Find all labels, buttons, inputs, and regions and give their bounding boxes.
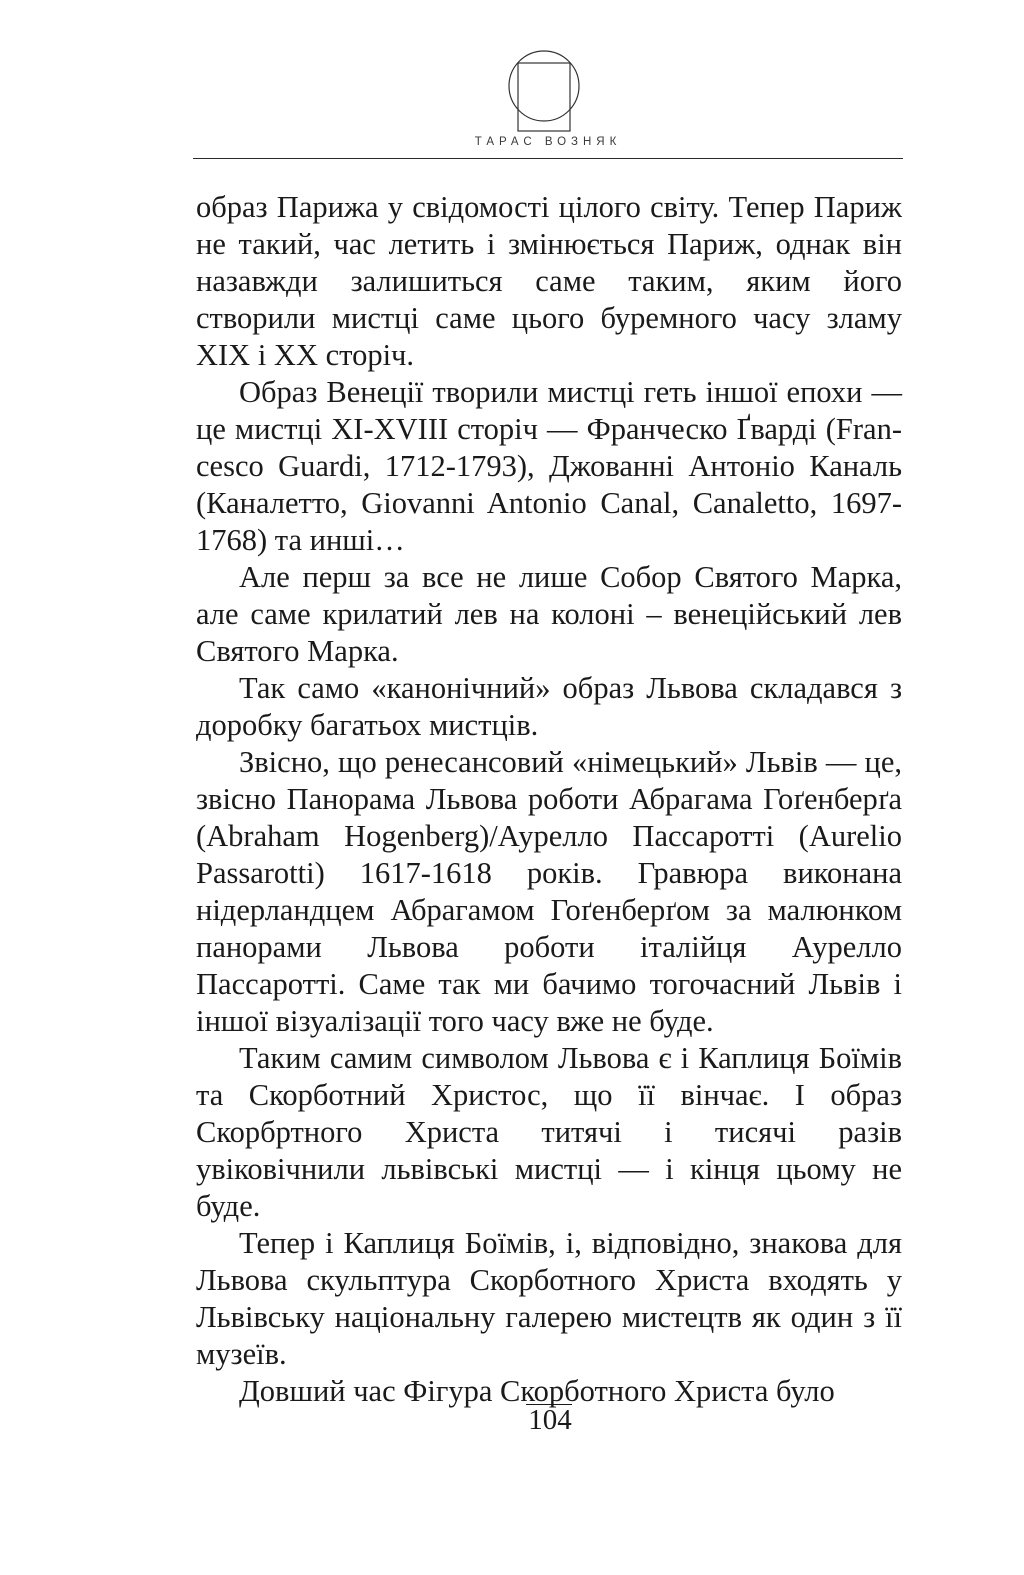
paragraph-boim-chapel: Таким самим символом Львова є і Каплиця Боїмів та Скорботний Христос, що її вінчає. І образ Скорбртного Христа титячі і тисячі разів увіковічнили львівські мистці — і кінця цьому не буде. xyxy=(196,1041,902,1223)
paragraph-gallery: Тепер і Каплиця Боїмів, і, відповідно, знакова для Львова скульптура Скорботного Христа входять у Львівську національну галерею мистецтв як один з її музеїв. xyxy=(196,1226,902,1371)
paragraph-continued: образ Парижа у свідомості цілого світу. Тепер Париж не такий, час летить і змінюється Париж, однак він назавжди залишиться саме таким, яким його створили мистці саме цього буремного часу зламу XIX і XX сторіч. xyxy=(196,190,902,372)
paragraph-lviv-image: Так само «канонічний» образ Львова складався з доробку багатьох мистців. xyxy=(196,671,902,742)
circle-square-emblem-icon xyxy=(506,44,582,132)
paragraph-venice: Образ Венеції творили мистці геть іншої епохи — це мистці XI-XVIII сторіч — Франческо Ґварді (Francesco Guardi, 1712-1793), Джованні Антоніо Каналь (Каналетто, Giovanni Antonio Canal, Canaletto, 1697-1768) та инші… xyxy=(196,375,902,557)
paragraph-saint-mark: Але перш за все не лише Собор Святого Марка, але саме крилатий лев на колоні – венеційський лев Святого Марка. xyxy=(196,560,902,668)
header-rule xyxy=(193,158,903,159)
page-number: 104 xyxy=(528,1404,572,1436)
paragraph-last-line: Довший час Фігура Скорботного Христа було xyxy=(239,1374,835,1408)
running-head-title: ТАРАС ВОЗНЯК xyxy=(474,136,622,148)
paragraph-panorama: Звісно, що ренесансовий «німецький» Львів — це, звісно Панорама Львова роботи Абрагама Гоґенберґа (Abraham Hogenberg)/Аурелло Пассаротті (Aurelio Passarotti) 1617-1618 років. Гравюра виконана нідерландцем Абрагамом Гоґенберґом за малюнком панорами Львова роботи італійця Аурелло Пассаротті. Саме так ми бачимо тогочасний Львів і іншої візуалізації того часу вже не буде. xyxy=(196,745,902,1038)
body-text xyxy=(196,189,902,1410)
